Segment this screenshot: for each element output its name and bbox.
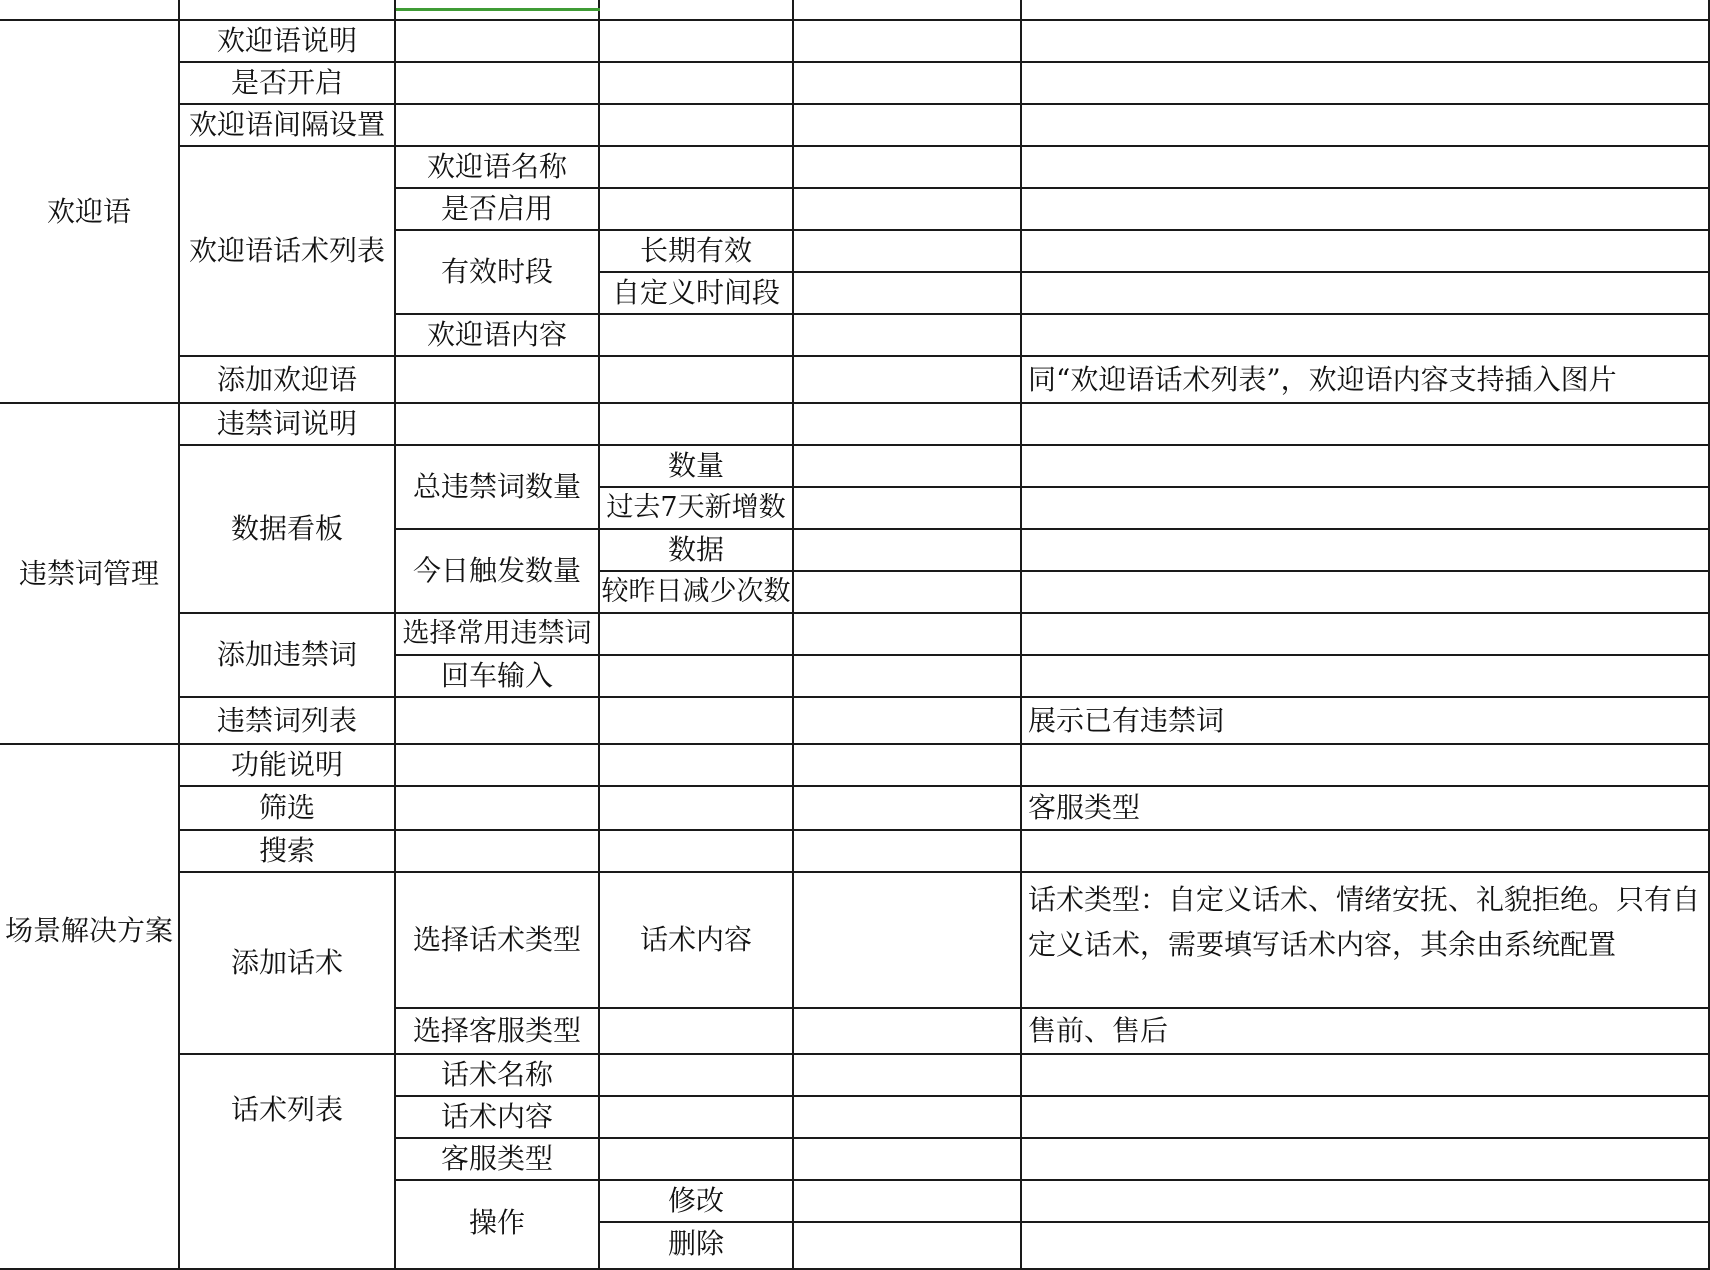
grid-cell[interactable] <box>794 530 1022 572</box>
scene-filter-label[interactable]: 筛选 <box>180 787 396 831</box>
welcome-enabled-label[interactable]: 是否启用 <box>396 189 600 231</box>
grid-cell[interactable] <box>600 787 794 831</box>
grid-cell[interactable] <box>600 1009 794 1055</box>
grid-cell[interactable] <box>600 614 794 656</box>
grid-cell[interactable] <box>1022 315 1710 357</box>
scene-list-content[interactable]: 话术内容 <box>396 1097 600 1139</box>
scene-add-type[interactable]: 选择话术类型 <box>396 873 600 1009</box>
banned-list-note[interactable]: 展示已有违禁词 <box>1022 698 1710 745</box>
grid-cell[interactable] <box>1022 21 1710 63</box>
welcome-period-long-term[interactable]: 长期有效 <box>600 231 794 273</box>
grid-cell[interactable] <box>180 0 396 21</box>
grid-cell[interactable] <box>600 315 794 357</box>
grid-cell[interactable] <box>794 831 1022 873</box>
grid-cell[interactable] <box>1022 488 1710 530</box>
welcome-enable-label[interactable]: 是否开启 <box>180 63 396 105</box>
scene-list-label[interactable] <box>180 1055 396 1270</box>
scene-list-ops[interactable] <box>396 1181 600 1270</box>
banned-dashboard-label[interactable]: 数据看板 <box>180 446 396 614</box>
grid-cell[interactable] <box>0 0 180 21</box>
section-banned-words[interactable]: 违禁词管理 <box>0 404 180 745</box>
grid-cell[interactable] <box>1022 446 1710 488</box>
scene-list-ops-delete[interactable]: 删除 <box>600 1223 794 1270</box>
grid-cell[interactable] <box>794 231 1022 273</box>
grid-cell[interactable] <box>600 357 794 404</box>
grid-cell[interactable] <box>396 698 600 745</box>
grid-cell[interactable] <box>794 315 1022 357</box>
scene-search-label[interactable]: 搜索 <box>180 831 396 873</box>
grid-cell[interactable] <box>1022 189 1710 231</box>
grid-cell[interactable] <box>1022 105 1710 147</box>
grid-cell[interactable] <box>794 873 1022 1009</box>
grid-cell[interactable] <box>1022 1097 1710 1139</box>
grid-cell[interactable] <box>600 21 794 63</box>
banned-total-new7[interactable]: 过去7天新增数 <box>600 488 794 530</box>
grid-cell[interactable] <box>794 1055 1022 1097</box>
grid-cell[interactable] <box>794 189 1022 231</box>
scene-list-ops-edit[interactable]: 修改 <box>600 1181 794 1223</box>
banned-total-label[interactable]: 总违禁词数量 <box>396 446 600 530</box>
grid-cell[interactable] <box>600 656 794 698</box>
banned-add-common[interactable]: 选择常用违禁词 <box>396 614 600 656</box>
grid-cell[interactable] <box>794 1223 1022 1270</box>
scene-list-service[interactable]: 客服类型 <box>396 1139 600 1181</box>
grid-cell[interactable] <box>794 0 1022 21</box>
section-scene-solution[interactable] <box>0 745 180 1270</box>
welcome-desc-label[interactable]: 欢迎语说明 <box>180 21 396 63</box>
grid-cell[interactable] <box>1022 1055 1710 1097</box>
grid-cell[interactable] <box>1022 1223 1710 1270</box>
grid-cell[interactable] <box>794 1009 1022 1055</box>
grid-cell[interactable] <box>794 21 1022 63</box>
grid-cell[interactable] <box>600 147 794 189</box>
grid-cell[interactable] <box>1022 231 1710 273</box>
grid-cell[interactable] <box>794 488 1022 530</box>
welcome-period-custom[interactable]: 自定义时间段 <box>600 273 794 315</box>
grid-cell[interactable] <box>1022 656 1710 698</box>
grid-cell[interactable] <box>396 831 600 873</box>
scene-filter-note[interactable]: 客服类型 <box>1022 787 1710 831</box>
welcome-script-list-label[interactable]: 欢迎语话术列表 <box>180 147 396 357</box>
grid-cell[interactable] <box>600 1055 794 1097</box>
grid-cell[interactable] <box>1022 1139 1710 1181</box>
grid-cell[interactable] <box>1022 745 1710 787</box>
grid-cell[interactable] <box>600 63 794 105</box>
scene-add-service-note[interactable]: 售前、售后 <box>1022 1009 1710 1055</box>
grid-cell[interactable] <box>1022 404 1710 446</box>
grid-cell[interactable] <box>600 698 794 745</box>
grid-cell[interactable] <box>1022 831 1710 873</box>
grid-cell[interactable] <box>600 1139 794 1181</box>
grid-cell[interactable] <box>396 745 600 787</box>
section-scene-solution-label: 场景解决方案 <box>4 913 173 947</box>
selected-cell-indicator <box>396 8 600 11</box>
welcome-add-label[interactable]: 添加欢迎语 <box>180 357 396 404</box>
grid-cell[interactable] <box>794 745 1022 787</box>
scene-add-type-note[interactable]: 话术类型：自定义话术、情绪安抚、礼貌拒绝。只有自定义话术，需要填写话术内容，其余由系统配置 <box>1022 873 1710 1009</box>
scene-func-desc-label[interactable]: 功能说明 <box>180 745 396 787</box>
grid-cell[interactable] <box>794 787 1022 831</box>
welcome-period-label[interactable]: 有效时段 <box>396 231 600 315</box>
grid-cell[interactable] <box>794 357 1022 404</box>
grid-cell[interactable] <box>396 21 600 63</box>
grid-cell[interactable] <box>794 63 1022 105</box>
grid-cell[interactable] <box>396 105 600 147</box>
scene-add-label[interactable]: 添加话术 <box>180 873 396 1055</box>
grid-cell[interactable] <box>600 0 794 21</box>
scene-list-label-text: 话术列表 <box>230 1092 343 1126</box>
scene-list-ops-text: 操作 <box>468 1205 525 1239</box>
grid-cell[interactable] <box>794 698 1022 745</box>
scene-list-name[interactable]: 话术名称 <box>396 1055 600 1097</box>
grid-cell[interactable] <box>794 614 1022 656</box>
welcome-content-label[interactable]: 欢迎语内容 <box>396 315 600 357</box>
banned-today-label[interactable]: 今日触发数量 <box>396 530 600 614</box>
grid-cell[interactable] <box>794 572 1022 614</box>
grid-cell[interactable] <box>600 745 794 787</box>
banned-today-data[interactable]: 数据 <box>600 530 794 572</box>
scene-add-content[interactable]: 话术内容 <box>600 873 794 1009</box>
grid-cell[interactable] <box>1022 1181 1710 1223</box>
grid-cell[interactable] <box>1022 63 1710 105</box>
grid-cell[interactable] <box>1022 530 1710 572</box>
grid-cell[interactable] <box>794 147 1022 189</box>
welcome-add-note[interactable]: 同“欢迎语话术列表”，欢迎语内容支持插入图片 <box>1022 357 1710 404</box>
banned-add-label[interactable]: 添加违禁词 <box>180 614 396 698</box>
grid-cell[interactable] <box>600 189 794 231</box>
welcome-name-label[interactable]: 欢迎语名称 <box>396 147 600 189</box>
grid-cell[interactable] <box>600 404 794 446</box>
grid-cell[interactable] <box>794 105 1022 147</box>
grid-cell[interactable] <box>794 1181 1022 1223</box>
grid-cell[interactable] <box>794 656 1022 698</box>
scene-add-service[interactable]: 选择客服类型 <box>396 1009 600 1055</box>
grid-cell[interactable] <box>600 831 794 873</box>
grid-cell[interactable] <box>1022 147 1710 189</box>
banned-add-enter[interactable]: 回车输入 <box>396 656 600 698</box>
grid-cell[interactable] <box>600 1097 794 1139</box>
grid-cell[interactable] <box>794 273 1022 315</box>
welcome-interval-label[interactable]: 欢迎语间隔设置 <box>180 105 396 147</box>
section-welcome[interactable]: 欢迎语 <box>0 21 180 404</box>
grid-cell[interactable] <box>794 1097 1022 1139</box>
grid-cell[interactable] <box>794 404 1022 446</box>
banned-today-less[interactable]: 较昨日减少次数 <box>600 572 794 614</box>
banned-list-label[interactable]: 违禁词列表 <box>180 698 396 745</box>
grid-cell[interactable] <box>1022 0 1710 21</box>
banned-desc-label[interactable]: 违禁词说明 <box>180 404 396 446</box>
grid-cell[interactable] <box>600 105 794 147</box>
grid-cell[interactable] <box>396 357 600 404</box>
grid-cell[interactable] <box>794 446 1022 488</box>
grid-cell[interactable] <box>396 404 600 446</box>
grid-cell[interactable] <box>1022 572 1710 614</box>
grid-cell[interactable] <box>396 63 600 105</box>
banned-total-count[interactable]: 数量 <box>600 446 794 488</box>
grid-cell[interactable] <box>794 1139 1022 1181</box>
grid-cell[interactable] <box>1022 273 1710 315</box>
grid-cell[interactable] <box>1022 614 1710 656</box>
grid-cell[interactable] <box>396 787 600 831</box>
